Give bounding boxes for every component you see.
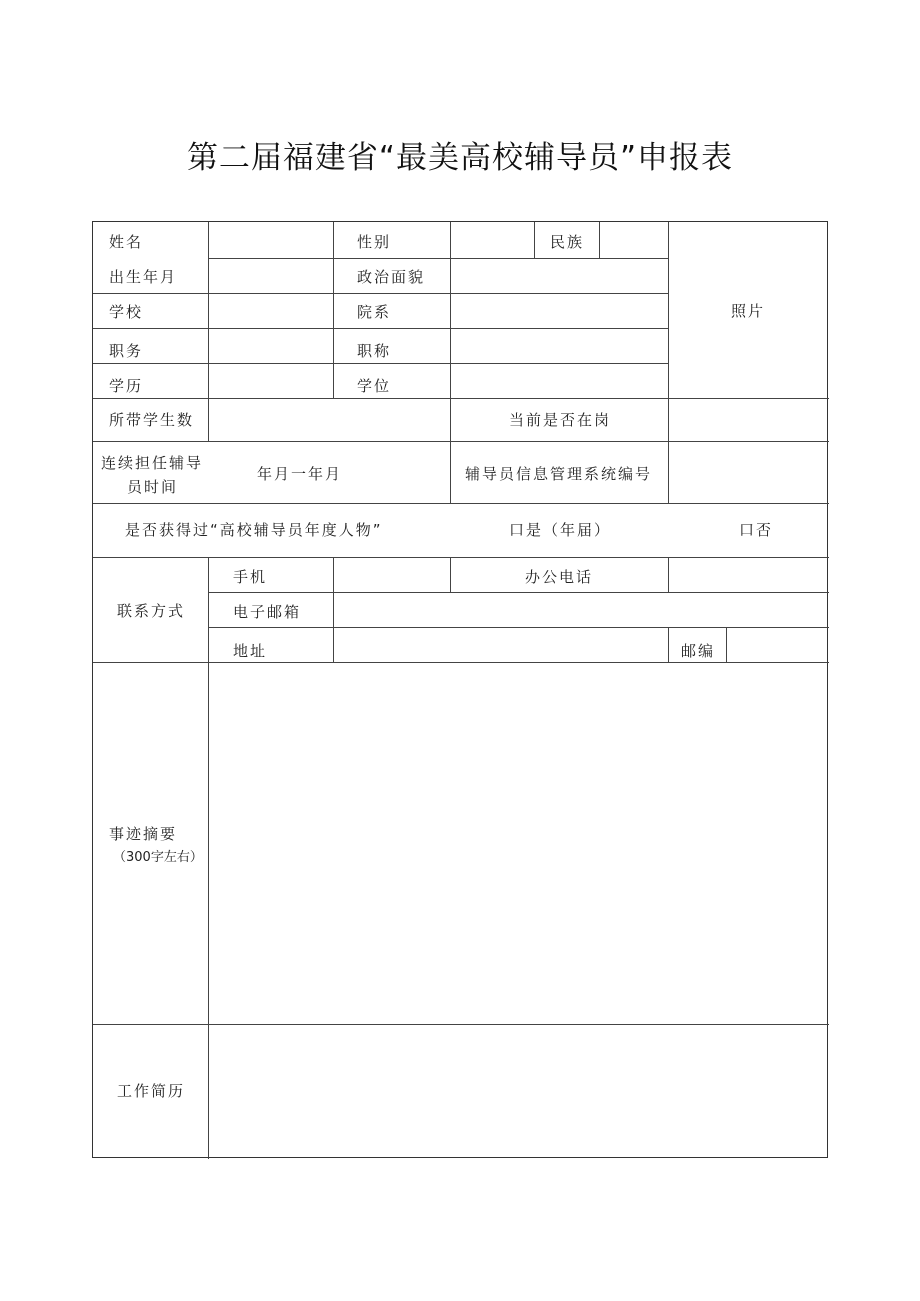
politics-input[interactable] — [451, 259, 667, 293]
on-duty-input[interactable] — [669, 399, 828, 441]
label-students: 所带学生数 — [109, 411, 195, 429]
award-no-option[interactable]: 口否 — [739, 521, 774, 539]
label-summary: 事迹摘要 — [109, 825, 178, 843]
birth-input[interactable] — [209, 259, 332, 293]
label-contact: 联系方式 — [117, 602, 186, 620]
students-input[interactable] — [209, 399, 449, 441]
label-address: 地址 — [233, 642, 268, 660]
position-input[interactable] — [209, 329, 332, 363]
resume-textarea[interactable] — [209, 1025, 828, 1158]
label-office-phone: 办公电话 — [525, 568, 594, 586]
col-line — [450, 557, 451, 592]
photo-box[interactable] — [669, 223, 828, 397]
label-degree: 学位 — [357, 377, 392, 395]
label-politics: 政治面貌 — [357, 268, 426, 286]
label-department: 院系 — [357, 303, 392, 321]
label-email: 电子邮箱 — [233, 603, 302, 621]
col-line — [333, 222, 334, 398]
award-yes-option[interactable]: 口是（年届） — [509, 521, 612, 539]
col-line — [534, 222, 535, 258]
label-system-id: 辅导员信息管理系统编号 — [465, 465, 653, 483]
label-tenure-line1: 连续担任辅导 — [101, 454, 204, 472]
label-mobile: 手机 — [233, 568, 268, 586]
application-form — [92, 221, 828, 1158]
label-school: 学校 — [109, 303, 144, 321]
label-ethnicity: 民族 — [550, 233, 585, 251]
postcode-input[interactable] — [727, 628, 828, 662]
label-title-rank: 职称 — [357, 342, 392, 360]
department-input[interactable] — [451, 294, 667, 328]
system-id-input[interactable] — [669, 442, 828, 503]
address-input[interactable] — [334, 628, 667, 662]
label-photo: 照片 — [731, 302, 766, 320]
degree-input[interactable] — [451, 364, 667, 398]
email-input[interactable] — [334, 593, 828, 627]
education-input[interactable] — [209, 364, 332, 398]
mobile-input[interactable] — [334, 558, 449, 592]
school-input[interactable] — [209, 294, 332, 328]
label-tenure-line2: 员时间 — [127, 478, 179, 496]
office-phone-input[interactable] — [669, 558, 828, 592]
label-on-duty: 当前是否在岗 — [509, 411, 612, 429]
label-postcode: 邮编 — [681, 642, 716, 660]
name-input[interactable] — [209, 223, 332, 257]
ethnicity-input[interactable] — [600, 223, 667, 257]
label-position: 职务 — [109, 342, 144, 360]
label-award-question: 是否获得过“高校辅导员年度人物” — [125, 521, 383, 539]
summary-textarea[interactable] — [209, 663, 828, 1024]
label-name: 姓名 — [109, 233, 144, 251]
title-rank-input[interactable] — [451, 329, 667, 363]
label-resume: 工作简历 — [117, 1082, 186, 1100]
gender-input[interactable] — [451, 223, 533, 257]
label-birth: 出生年月 — [109, 268, 178, 286]
tenure-value[interactable]: 年月一年月 — [257, 465, 343, 483]
page-title: 第二届福建省“最美高校辅导员”申报表 — [186, 140, 734, 176]
col-line — [668, 627, 669, 662]
label-gender: 性别 — [357, 233, 392, 251]
label-education: 学历 — [109, 377, 144, 395]
row-line — [93, 503, 829, 504]
label-summary-note: （300字左右） — [113, 850, 203, 865]
